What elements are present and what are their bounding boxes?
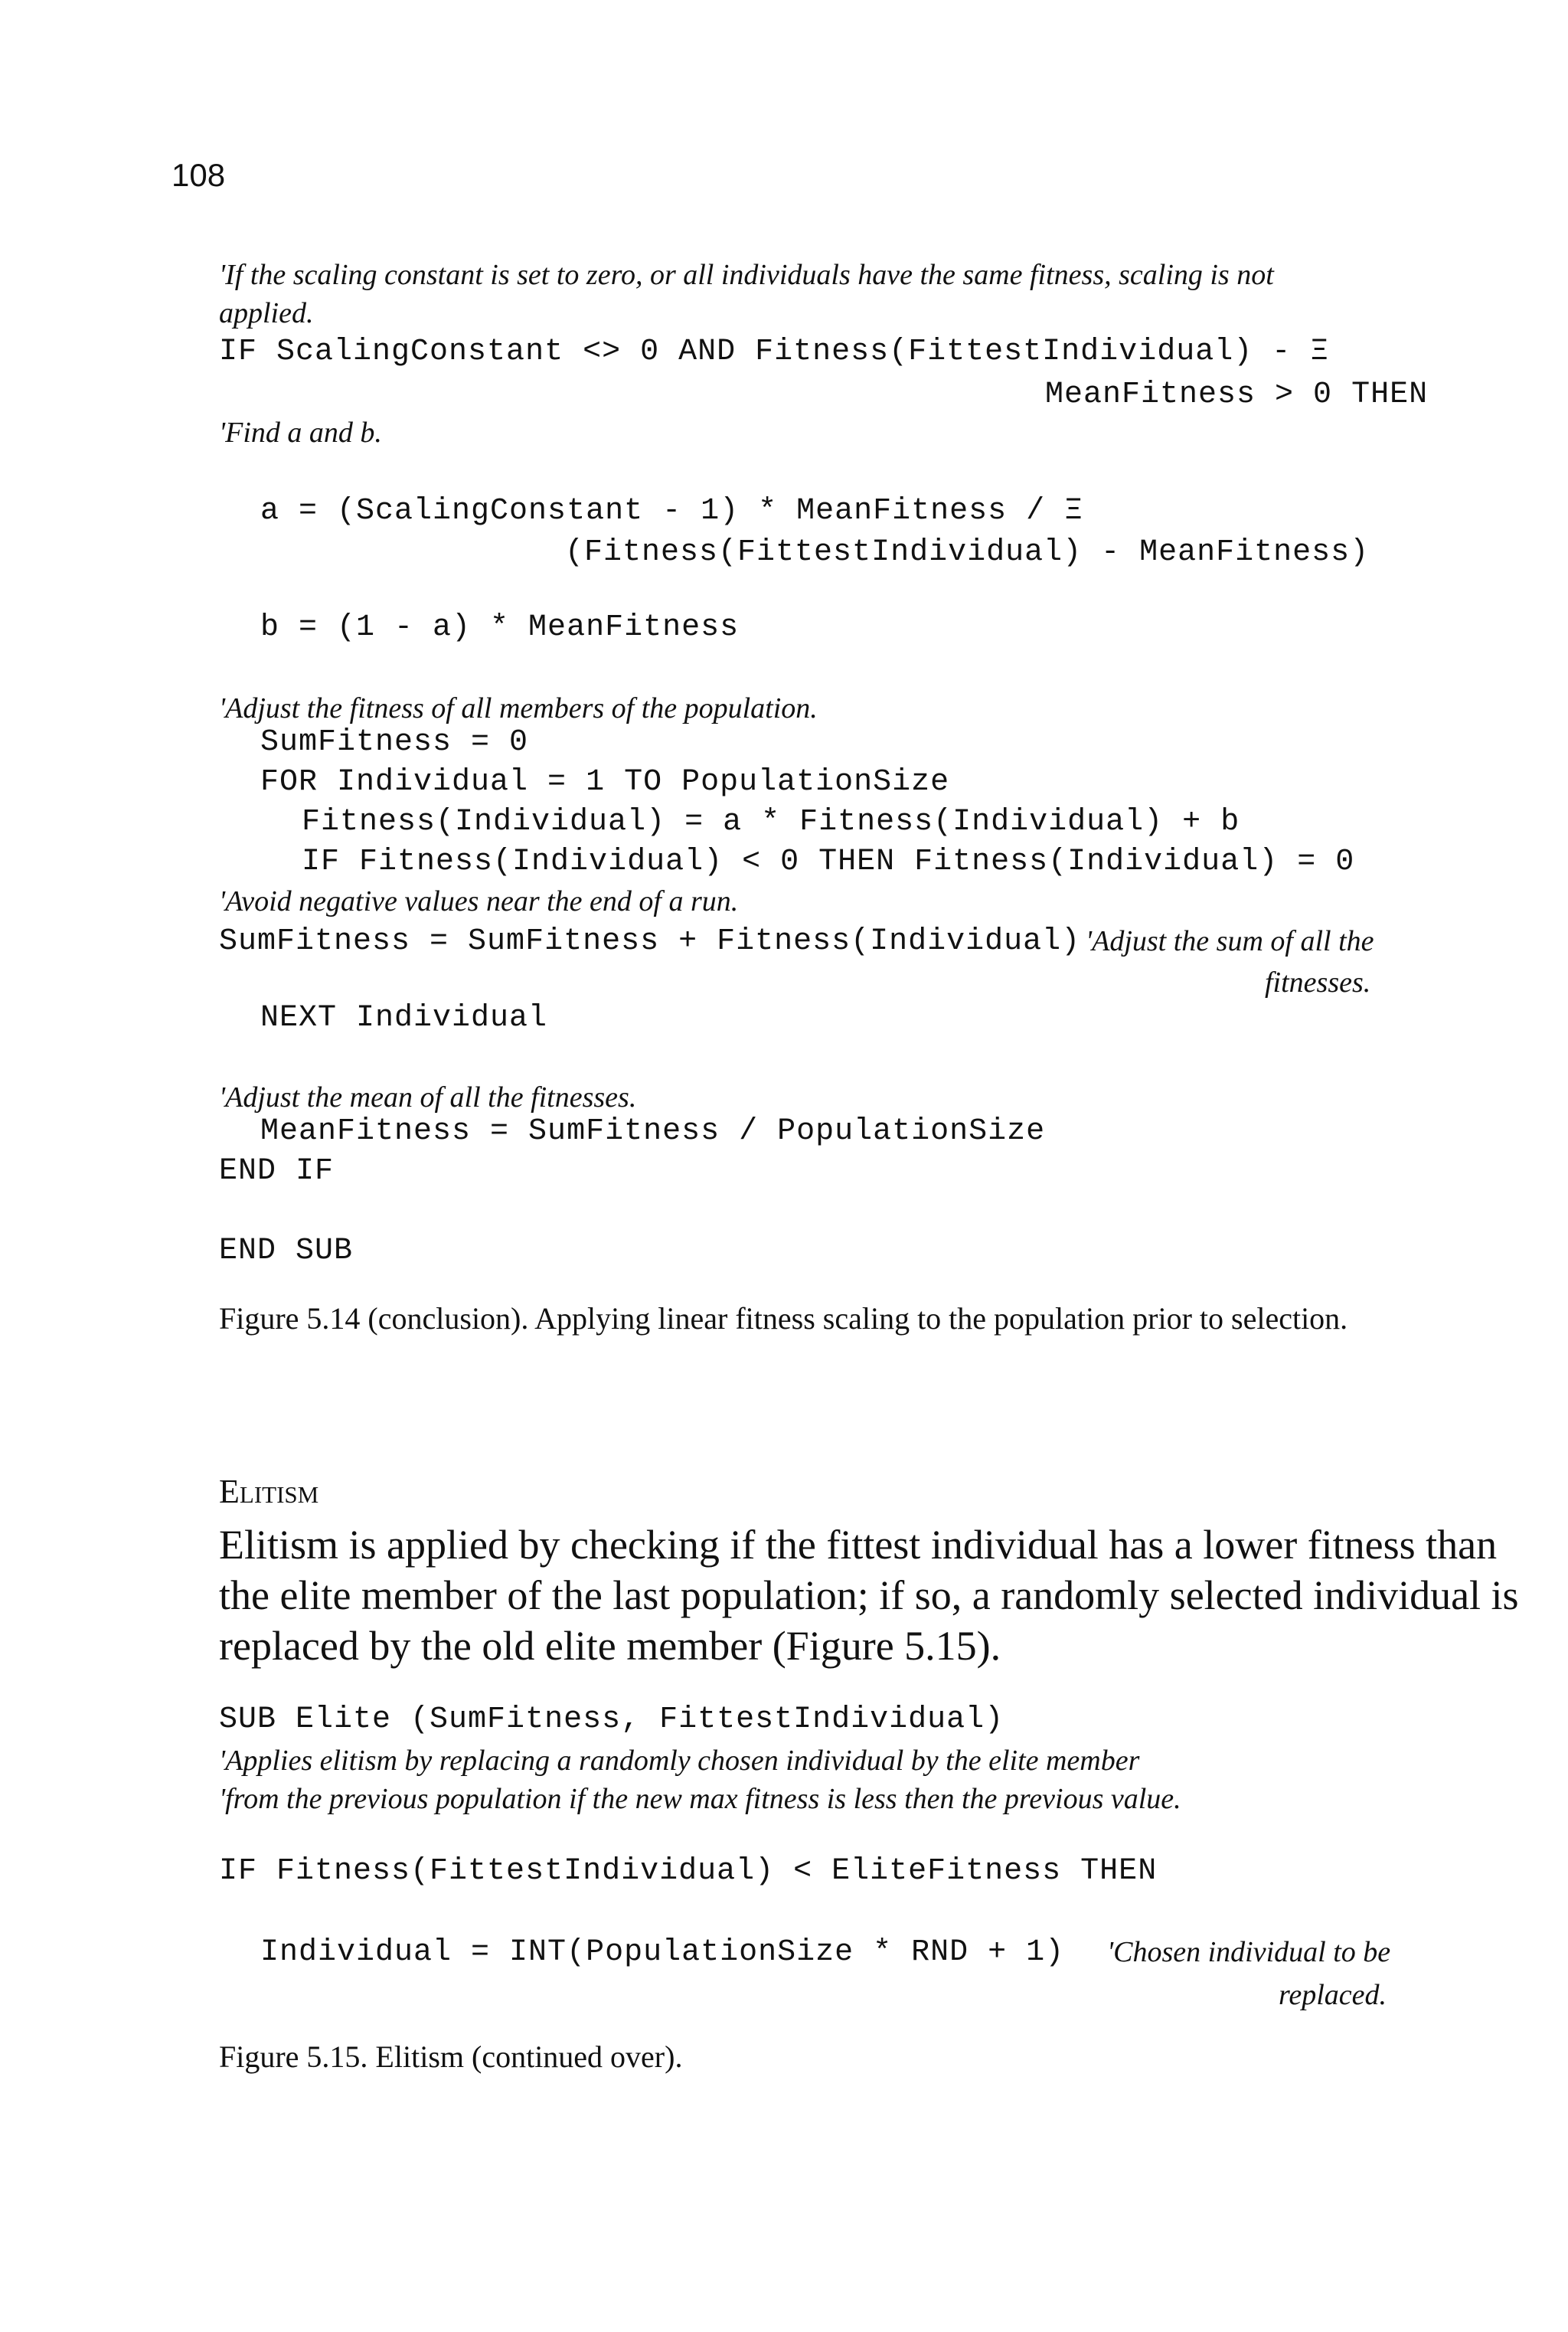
code-line: b = (1 - a) * MeanFitness xyxy=(260,610,740,645)
code-comment: 'Adjust the fitness of all members of the population. xyxy=(219,692,818,724)
code-comment: 'Avoid negative values near the end of a run. xyxy=(219,885,739,917)
code-comment: 'Applies elitism by replacing a randomly chosen individual by the elite member xyxy=(219,1745,1140,1777)
code-comment: 'from the previous population if the new max fitness is less then the previous value. xyxy=(219,1783,1181,1815)
code-line: Individual = INT(PopulationSize * RND + 1) xyxy=(260,1935,1065,1970)
code-comment: replaced. xyxy=(1279,1979,1387,2011)
code-line: IF Fitness(Individual) < 0 THEN Fitness(Individual) = 0 xyxy=(302,845,1355,879)
code-comment: 'Adjust the sum of all the xyxy=(1086,925,1374,957)
code-line: SumFitness = 0 xyxy=(260,725,529,760)
code-comment: 'Adjust the mean of all the fitnesses. xyxy=(219,1081,637,1114)
code-comment: 'If the scaling constant is set to zero, or all individuals have the same fitness, scaling is not xyxy=(219,259,1274,291)
code-comment: 'Find a and b. xyxy=(219,417,382,449)
code-line: SUB Elite (SumFitness, FittestIndividual) xyxy=(219,1702,1004,1737)
code-line: MeanFitness > 0 THEN xyxy=(1045,378,1429,412)
paragraph-line: the elite member of the last population; if so, a randomly selected individual is xyxy=(219,1572,1519,1618)
code-line: END SUB xyxy=(219,1234,354,1268)
code-comment: applied. xyxy=(219,297,314,329)
page-number: 108 xyxy=(172,157,226,193)
code-line: (Fitness(FittestIndividual) - MeanFitness) xyxy=(565,535,1370,570)
code-line: NEXT Individual xyxy=(260,1001,548,1035)
figure-caption: Figure 5.15. Elitism (continued over). xyxy=(219,2039,683,2074)
section-heading: Elitism xyxy=(219,1473,319,1510)
code-line: IF ScalingConstant <> 0 AND Fitness(FittestIndividual) - Ξ xyxy=(219,335,1330,369)
code-line: SumFitness = SumFitness + Fitness(Individual) xyxy=(219,924,1081,959)
code-line: END IF xyxy=(219,1154,335,1189)
code-line: FOR Individual = 1 TO PopulationSize xyxy=(260,765,950,800)
code-line: Fitness(Individual) = a * Fitness(Individual) + b xyxy=(302,805,1240,839)
code-comment: 'Chosen individual to be xyxy=(1107,1936,1391,1968)
paragraph-line: Elitism is applied by checking if the fittest individual has a lower fitness than xyxy=(219,1522,1498,1568)
figure-caption: Figure 5.14 (conclusion). Applying linear fitness scaling to the population prior to selection. xyxy=(219,1301,1348,1336)
code-line: MeanFitness = SumFitness / PopulationSize xyxy=(260,1114,1046,1149)
code-line: a = (ScalingConstant - 1) * MeanFitness / Ξ xyxy=(260,494,1084,528)
code-comment: fitnesses. xyxy=(1265,966,1371,999)
paragraph-line: replaced by the old elite member (Figure 5.15). xyxy=(219,1623,1001,1669)
code-line: IF Fitness(FittestIndividual) < EliteFitness THEN xyxy=(219,1854,1158,1889)
